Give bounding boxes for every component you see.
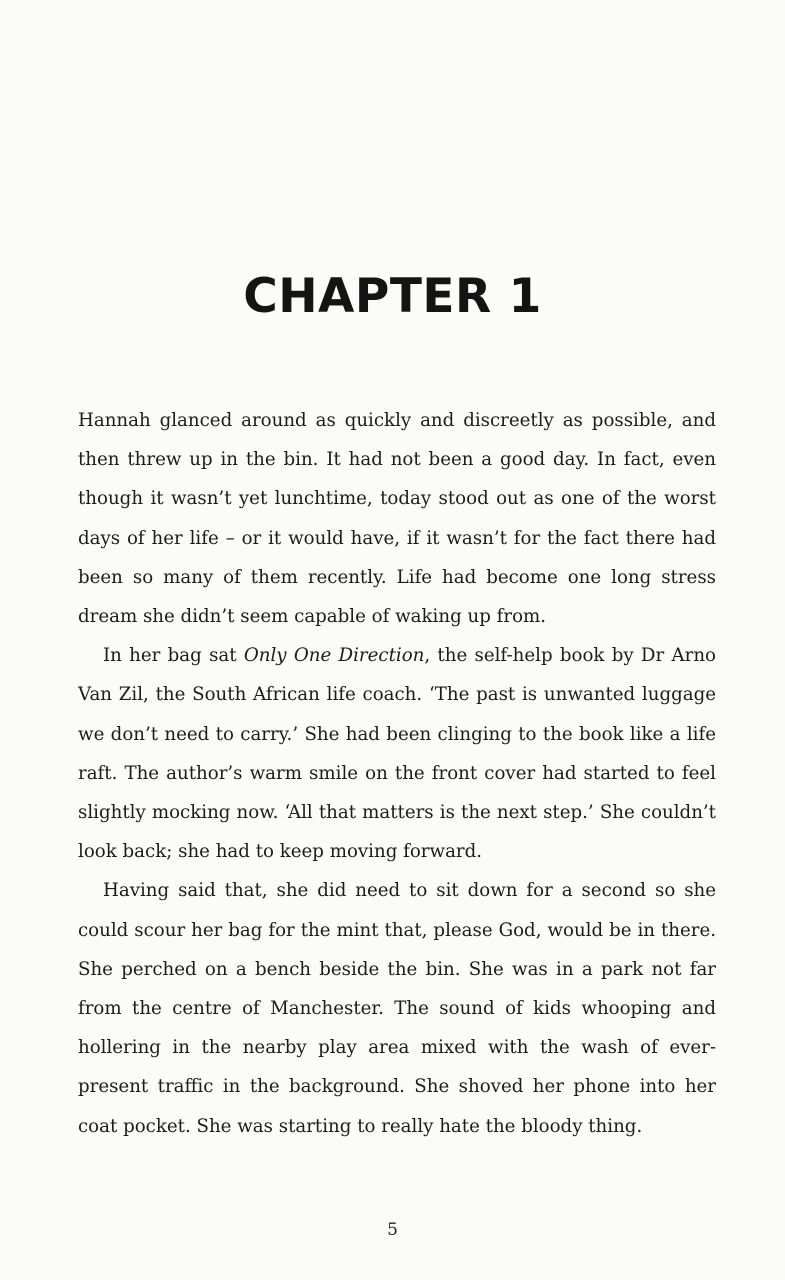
chapter-body [78, 401, 716, 1146]
page-number: 5 [387, 1220, 398, 1240]
paragraph-1: Hannah glanced around as quickly and discreetly as possible, and then threw up in the bin. It had not been a good day. In fact, even though it wasn’t yet lunchtime, today stood out as one of the worst days of her life – or it would have, if it wasn’t for the fact there had been so many of them recently. Life had become one long stress dream she didn’t seem capable of waking up from. [78, 410, 716, 628]
chapter-title: CHAPTER 1 [243, 269, 542, 324]
paragraph-2-before: In her bag sat [103, 645, 244, 667]
book-title-italic: Only One Direction [243, 645, 425, 667]
paragraph-3: Having said that, she did need to sit down for a second so she could scour her bag for the mint that, please God, would be in there. She perched on a bench beside the bin. She was in a park not far from the centre of Manchester. The sound of kids whooping and hollering in the nearby play area mixed with the wash of ever-present traffic in the background. She shoved her phone into her coat pocket. She was starting to really hate the bloody thing. [78, 880, 716, 1137]
paragraph-2-after: , the self-help book by Dr Arno Van Zil, the South African life coach. ‘The past is unwanted luggage we don’t need to carry.’ She had been clinging to the book like a life raft. The author’s warm smile on the front cover had started to feel slightly mocking now. ‘All that matters is the next step.’ She couldn’t look back; she had to keep moving forward. [78, 645, 716, 863]
paragraph-2 [78, 636, 716, 871]
